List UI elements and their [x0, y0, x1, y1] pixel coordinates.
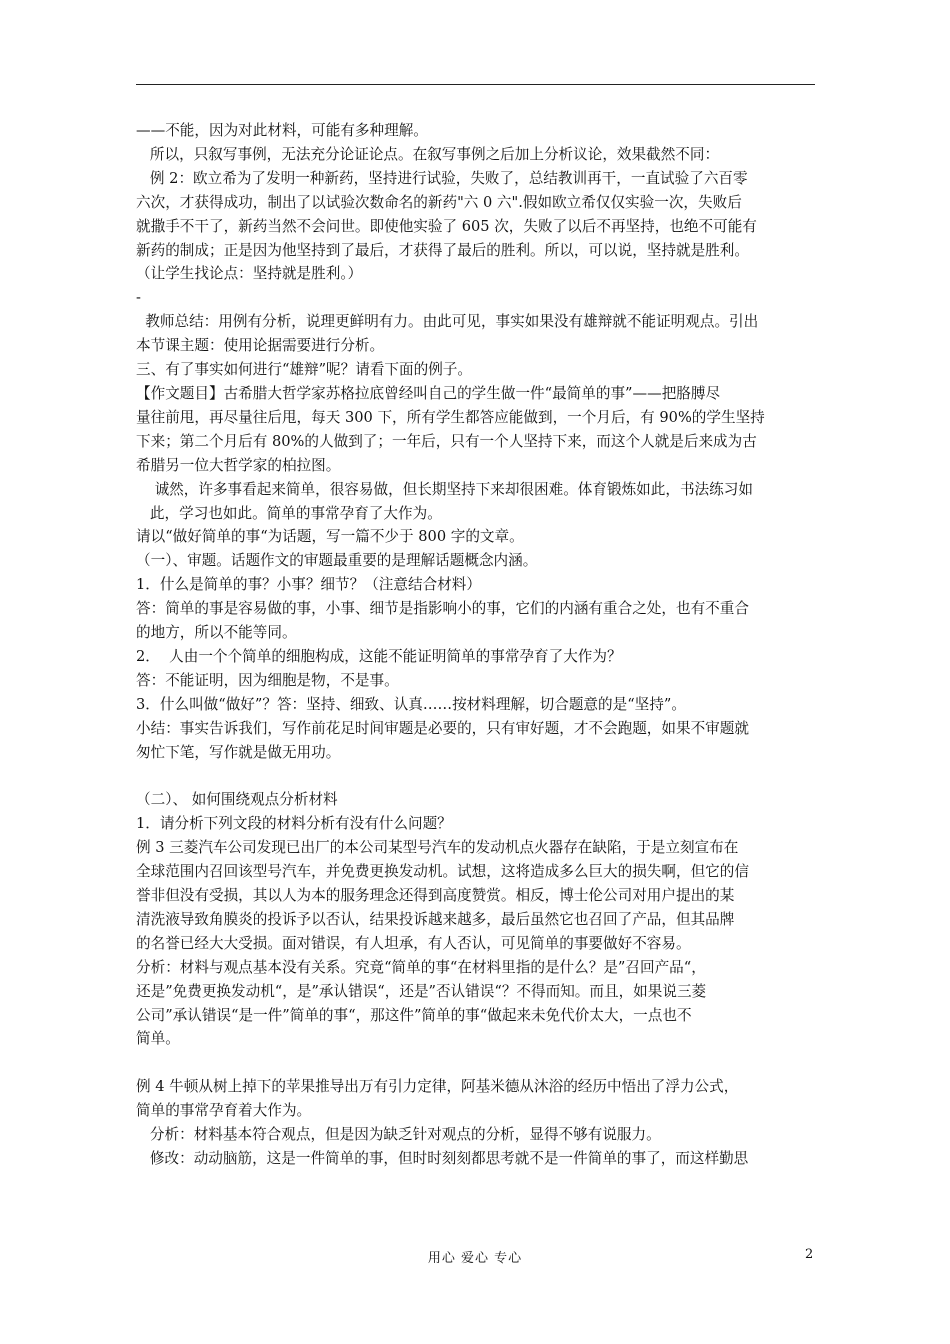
text-line: 本节课主题：使用论据需要进行分析。 — [136, 337, 385, 355]
text-line: 3．什么叫做“做好”？答：坚持、细致、认真……按材料理解，切合题意的是“坚持”。 — [136, 695, 686, 713]
text-line: 六次，才获得成功，制出了以试验次数命名的新药"六 0 六".假如欧立希仅仅实验一次，失败后 — [136, 193, 742, 211]
text-line: 希腊另一位大哲学家的柏拉图。 — [136, 456, 341, 474]
text-line: 分析：材料与观点基本没有关系。究竟“简单的事“在材料里指的是什么？是”召回产品“， — [136, 958, 706, 976]
text-line: （让学生找论点：坚持就是胜利。） — [136, 265, 363, 283]
document-body — [136, 119, 815, 1171]
text-line: 量往前甩，再尽量往后甩，每天 300 下，所有学生都答应能做到，一个月后，有 90%的学生坚持 — [136, 408, 765, 426]
text-line: 匆忙下笔，写作就是做无用功。 — [136, 743, 341, 761]
text-line: 还是”免费更换发动机“，是”承认错误“，还是”否认错误“？不得而知。而且，如果说三菱 — [136, 982, 707, 1000]
text-line: - — [136, 289, 141, 307]
text-line: 公司”承认错误“是一件”简单的事“，那这件”简单的事“做起来未免代价太大，一点也不 — [136, 1006, 692, 1024]
text-line: 三、有了事实如何进行“雄辩”呢？请看下面的例子。 — [136, 361, 472, 379]
footer-motto: 用心 爱心 专心 — [427, 1251, 523, 1266]
text-line: 简单的事常孕育着大作为。 — [136, 1102, 312, 1120]
text-line: 【作文题目】古希腊大哲学家苏格拉底曾经叫自己的学生做一件“最简单的事”——把胳膊尽 — [136, 384, 721, 402]
text-line: ——不能，因为对此材料，可能有多种理解。 — [136, 122, 428, 139]
header-rule — [136, 84, 815, 85]
text-line: 教师总结：用例有分析，说理更鲜明有力。由此可见，事实如果没有雄辩就不能证明观点。引出 — [136, 313, 759, 331]
text-line: 修改：动动脑筋，这是一件简单的事，但时时刻刻都思考就不是一件简单的事了，而这样勤思 — [136, 1149, 749, 1167]
text-line: 答：简单的事是容易做的事，小事、细节是指影响小的事，它们的内涵有重合之处，也有不重合 — [136, 600, 749, 618]
text-line: 1．请分析下列文段的材料分析有没有什么问题？ — [136, 815, 452, 833]
text-line: 的名誉已经大大受损。面对错误，有人坦承，有人否认，可见简单的事要做好不容易。 — [136, 934, 691, 952]
text-line: 清洗液导致角膜炎的投诉予以否认，结果投诉越来越多，最后虽然它也召回了产品，但其品牌 — [136, 910, 735, 928]
text-line: 请以“做好简单的事“为话题，写一篇不少于 800 字的文章。 — [136, 528, 524, 546]
text-line: 小结：事实告诉我们，写作前花足时间审题是必要的，只有审好题，才不会跑题，如果不审题就 — [136, 719, 749, 737]
text-line: （一）、审题。话题作文的审题最重要的是理解话题概念内涵。 — [136, 552, 538, 570]
text-line: 誉非但没有受损，其以人为本的服务理念还得到高度赞赏。相反，博士伦公司对用户提出的某 — [136, 886, 735, 904]
text-line: 的地方，所以不能等同。 — [136, 624, 297, 642]
text-line: 答：不能证明，因为细胞是物，不是事。 — [136, 671, 399, 689]
text-line: 简单。 — [136, 1030, 180, 1048]
blank-line — [136, 1051, 815, 1075]
text-line: 1．什么是简单的事？小事？细节？（注意结合材料） — [136, 576, 481, 594]
text-line: 所以，只叙写事例，无法充分论证论点。在叙写事例之后加上分析议论，效果截然不同： — [136, 145, 720, 163]
text-line: 例 3 三菱汽车公司发现已出厂的本公司某型号汽车的发动机点火器存在缺陷，于是立刻宣布在 — [136, 839, 739, 857]
text-line: 例 4 牛顿从树上掉下的苹果推导出万有引力定律，阿基米德从沐浴的经历中悟出了浮力公式， — [136, 1078, 739, 1096]
text-line: 新药的制成；正是因为他坚持到了最后，才获得了最后的胜利。所以，可以说，坚持就是胜利。 — [136, 241, 749, 259]
blank-line — [136, 764, 815, 788]
text-line: 2． 人由一个个简单的细胞构成，这能不能证明简单的事常孕育了大作为？ — [136, 647, 622, 665]
text-line: 诚然，许多事看起来简单，很容易做，但长期坚持下来却很困难。体育锻炼如此，书法练习如 — [136, 480, 753, 498]
text-line: 分析：材料基本符合观点，但是因为缺乏针对观点的分析，显得不够有说服力。 — [136, 1126, 661, 1144]
text-line: （二）、 如何围绕观点分析材料 — [136, 791, 338, 809]
text-line: 此，学习也如此。简单的事常孕育了大作为。 — [136, 504, 442, 522]
text-line: 就撒手不干了，新药当然不会问世。即使他实验了 605 次，失败了以后不再坚持，也绝不可能有 — [136, 217, 757, 235]
page-number: 2 — [805, 1247, 814, 1262]
text-line: 下来；第二个月后有 80%的人做到了；一年后，只有一个人坚持下来，而这个人就是后来成为古 — [136, 432, 757, 450]
text-line: 例 2：欧立希为了发明一种新药，坚持进行试验，失败了，总结教训再干，一直试验了六百零 — [136, 169, 748, 187]
text-line: 全球范围内召回该型号汽车，并免费更换发动机。试想，这将造成多么巨大的损失啊，但它的信 — [136, 863, 749, 881]
